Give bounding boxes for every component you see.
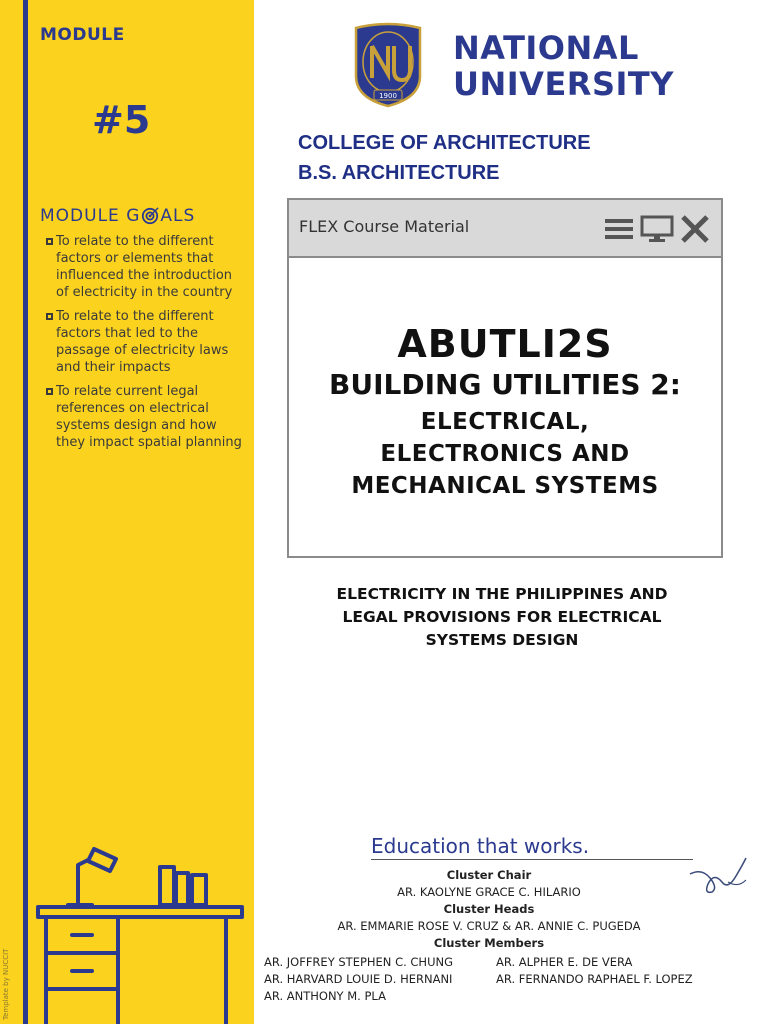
module-label: MODULE [40,25,125,45]
template-credit [2,940,16,1020]
cluster-member: AR. ANTHONY M. PLA [264,989,386,1003]
university-name [453,30,674,102]
goal-text: To relate to the different factors that led to the passage of electricity laws and their impacts [56,309,229,375]
credits-block [256,867,722,952]
menu-icon[interactable] [603,215,635,243]
college-name: COLLEGE OF ARCHITECTURE [298,132,591,154]
module-number: #5 [92,98,151,142]
module-goals-list [46,233,242,458]
university-name-line1: NATIONAL [453,29,639,67]
sidebar [0,0,254,1024]
goals-title-end: ALS [160,206,196,226]
course-subtitle-line: ELECTRONICS AND [380,441,630,467]
goal-item [46,383,242,451]
sidebar-rule [23,0,28,1024]
module-goals-title [40,206,195,226]
college-block [298,128,591,188]
seal-year: 1900 [379,92,397,100]
cluster-member: AR. ALPHER E. DE VERA [496,955,633,969]
target-icon [141,207,159,225]
goal-text: To relate current legal references on electrical systems design and how they impact spatial planning [56,384,242,450]
university-name-line2: UNIVERSITY [453,65,674,103]
template-credit-text: Template by NUCCIT [2,948,10,1020]
bullet-icon [46,388,53,395]
university-seal [348,22,428,108]
close-icon[interactable] [679,214,711,244]
bullet-icon [46,238,53,245]
module-topic [300,583,704,652]
tagline-underline [371,859,693,860]
topic-line: LEGAL PROVISIONS FOR ELECTRICAL [342,608,662,626]
desk-illustration [30,845,250,1024]
cluster-chair: AR. KAOLYNE GRACE C. HILARIO [397,885,581,899]
course-subtitle-line: ELECTRICAL, [420,409,590,435]
monitor-icon[interactable] [639,214,675,244]
course-subtitle-line: MECHANICAL SYSTEMS [351,473,659,499]
cluster-members-heading: Cluster Members [433,936,545,950]
topic-line: ELECTRICITY IN THE PHILIPPINES AND [336,585,668,603]
goal-item [46,233,242,301]
course-subtitle [289,406,721,502]
cluster-members [264,954,734,1005]
cluster-member: AR. FERNANDO RAPHAEL F. LOPEZ [496,972,693,986]
cluster-member: AR. JOFFREY STEPHEN C. CHUNG [264,955,454,969]
cluster-chair-heading: Cluster Chair [446,868,532,882]
program-name: B.S. ARCHITECTURE [298,162,500,184]
course-title: BUILDING UTILITIES 2: [329,368,681,401]
cluster-heads: AR. EMMARIE ROSE V. CRUZ & AR. ANNIE C. PUGEDA [337,919,641,933]
bullet-icon [46,313,53,320]
goal-text: To relate to the different factors or elements that influenced the introduction of electricity in the country [56,234,233,300]
topic-line: SYSTEMS DESIGN [425,631,579,649]
window-controls [603,214,711,244]
tagline: Education that works. [371,834,590,858]
flex-course-panel [287,198,723,558]
cluster-heads-heading: Cluster Heads [443,902,535,916]
course-code: ABUTLI2S [397,322,613,366]
goal-item [46,308,242,376]
cluster-member: AR. HARVARD LOUIE D. HERNANI [264,972,453,986]
flex-panel-title: FLEX Course Material [299,217,470,236]
flex-panel-titlebar [289,200,721,258]
goals-title-start: MODULE G [40,206,141,226]
